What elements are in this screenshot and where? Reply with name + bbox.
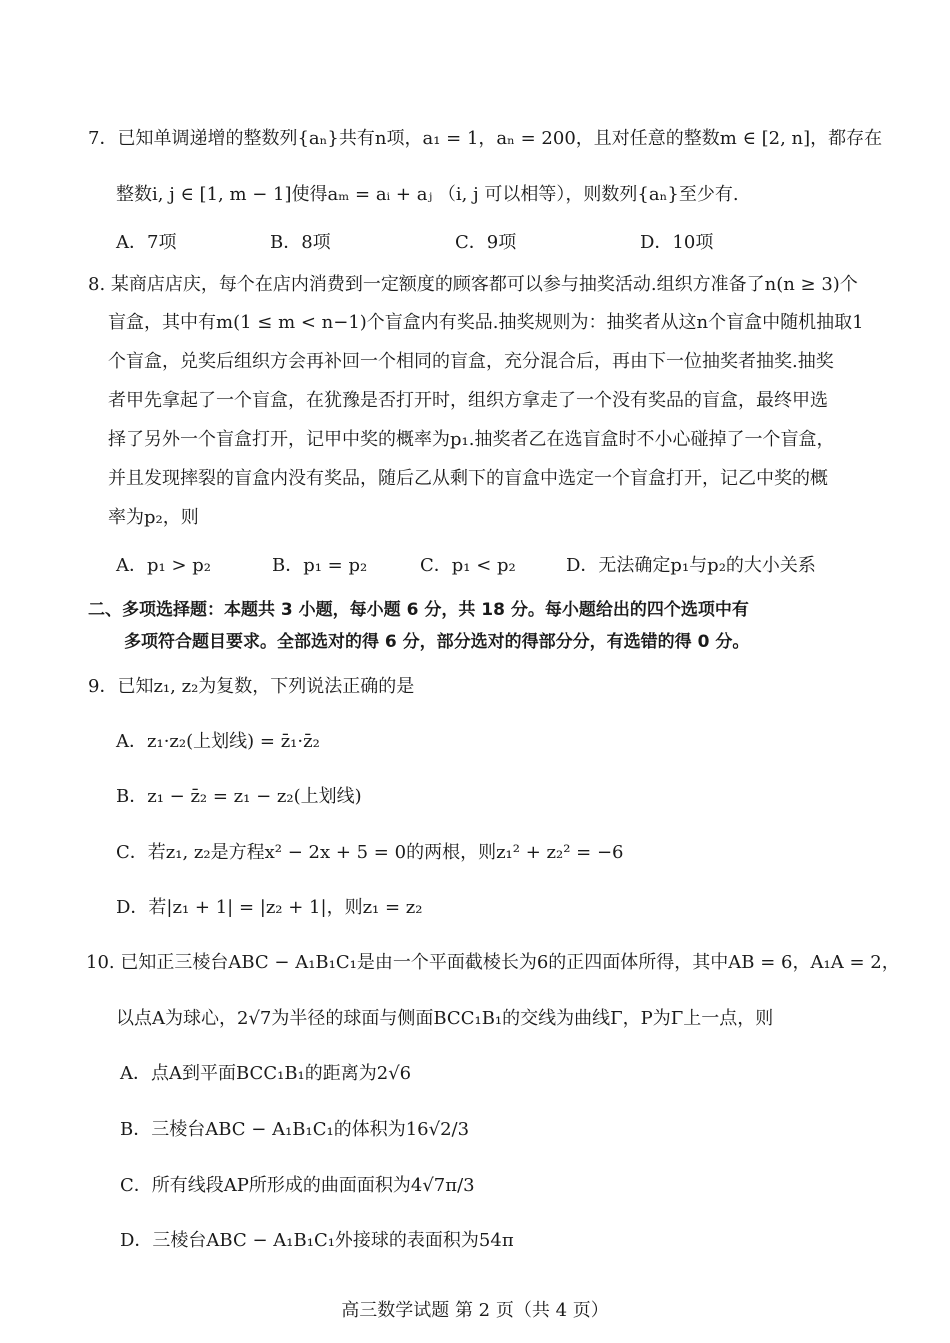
q8-line4: 者甲先拿起了一个盲盒，在犹豫是否打开时，组织方拿走了一个没有奖品的盲盒，最终甲选: [108, 390, 828, 411]
q7-option-b: B．8项: [270, 232, 331, 253]
q9-option-b: B．z₁ − z̄₂ = z₁ − z₂(上划线): [116, 786, 362, 807]
q8-option-a: A．p₁ > p₂: [116, 555, 212, 576]
q10-option-c: C．所有线段AP所形成的曲面面积为4√7π/3: [120, 1175, 475, 1196]
q8-option-b: B．p₁ = p₂: [272, 555, 368, 576]
q8-line5: 择了另外一个盲盒打开，记甲中奖的概率为p₁.抽奖者乙在选盲盒时不小心碰掉了一个盲盒，: [108, 429, 835, 450]
q7-option-a: A．7项: [116, 232, 177, 253]
q10-option-d: D．三棱台ABC − A₁B₁C₁外接球的表面积为54π: [120, 1230, 514, 1251]
q7-line2: 整数i, j ∈ [1, m − 1]使得aₘ = aᵢ + aⱼ （i, j 可以相等），则数列{aₙ}至少有.: [116, 184, 739, 205]
q9-stem: 9．已知z₁, z₂为复数，下列说法正确的是: [88, 676, 415, 697]
q10-option-a: A．点A到平面BCC₁B₁的距离为2√6: [120, 1063, 412, 1084]
q9-option-a: A．z₁·z₂(上划线) = z̄₁·z̄₂: [116, 731, 320, 752]
section2-heading-line2: 多项符合题目要求。全部选对的得 6 分，部分选对的得部分分，有选错的得 0 分。: [124, 632, 750, 652]
q10-line2: 以点A为球心，2√7为半径的球面与侧面BCC₁B₁的交线为曲线Γ，P为Γ上一点，则: [116, 1008, 774, 1029]
q8-line6: 并且发现摔裂的盲盒内没有奖品，随后乙从剩下的盲盒中选定一个盲盒打开，记乙中奖的概: [108, 468, 828, 489]
q9-option-d: D．若|z₁ + 1| = |z₂ + 1|，则z₁ = z₂: [116, 897, 423, 918]
q8-option-d: D．无法确定p₁与p₂的大小关系: [566, 555, 816, 576]
q7-line1: 7．已知单调递增的整数列{aₙ}共有n项，a₁ = 1，aₙ = 200，且对任意的整数m ∈ [2, n]，都存在: [88, 128, 883, 149]
q10-line1: 10. 已知正三棱台ABC − A₁B₁C₁是由一个平面截棱长为6的正四面体所得，其中AB = 6，A₁A = 2，: [86, 952, 900, 973]
q8-option-c: C．p₁ < p₂: [420, 555, 516, 576]
q7-option-c: C．9项: [455, 232, 517, 253]
q10-option-b: B．三棱台ABC − A₁B₁C₁的体积为16√2/3: [120, 1119, 470, 1140]
q8-line7: 率为p₂，则: [108, 507, 199, 528]
q8-line3: 个盲盒，兑奖后组织方会再补回一个相同的盲盒，充分混合后，再由下一位抽奖者抽奖.抽奖: [108, 351, 834, 372]
q8-line2: 盲盒，其中有m(1 ≤ m < n−1)个盲盒内有奖品.抽奖规则为：抽奖者从这n个盲盒中随机抽取1: [108, 312, 864, 333]
q7-option-d: D．10项: [640, 232, 714, 253]
q8-line1: 8. 某商店店庆，每个在店内消费到一定额度的顾客都可以参与抽奖活动.组织方准备了n(n ≥ 3)个: [88, 274, 858, 295]
q9-option-c: C．若z₁, z₂是方程x² − 2x + 5 = 0的两根，则z₁² + z₂² = −6: [116, 842, 624, 863]
page-footer: 高三数学试题 第 2 页（共 4 页）: [341, 1300, 609, 1321]
section2-heading-line1: 二、多项选择题：本题共 3 小题，每小题 6 分，共 18 分。每小题给出的四个选项中有: [88, 600, 749, 620]
